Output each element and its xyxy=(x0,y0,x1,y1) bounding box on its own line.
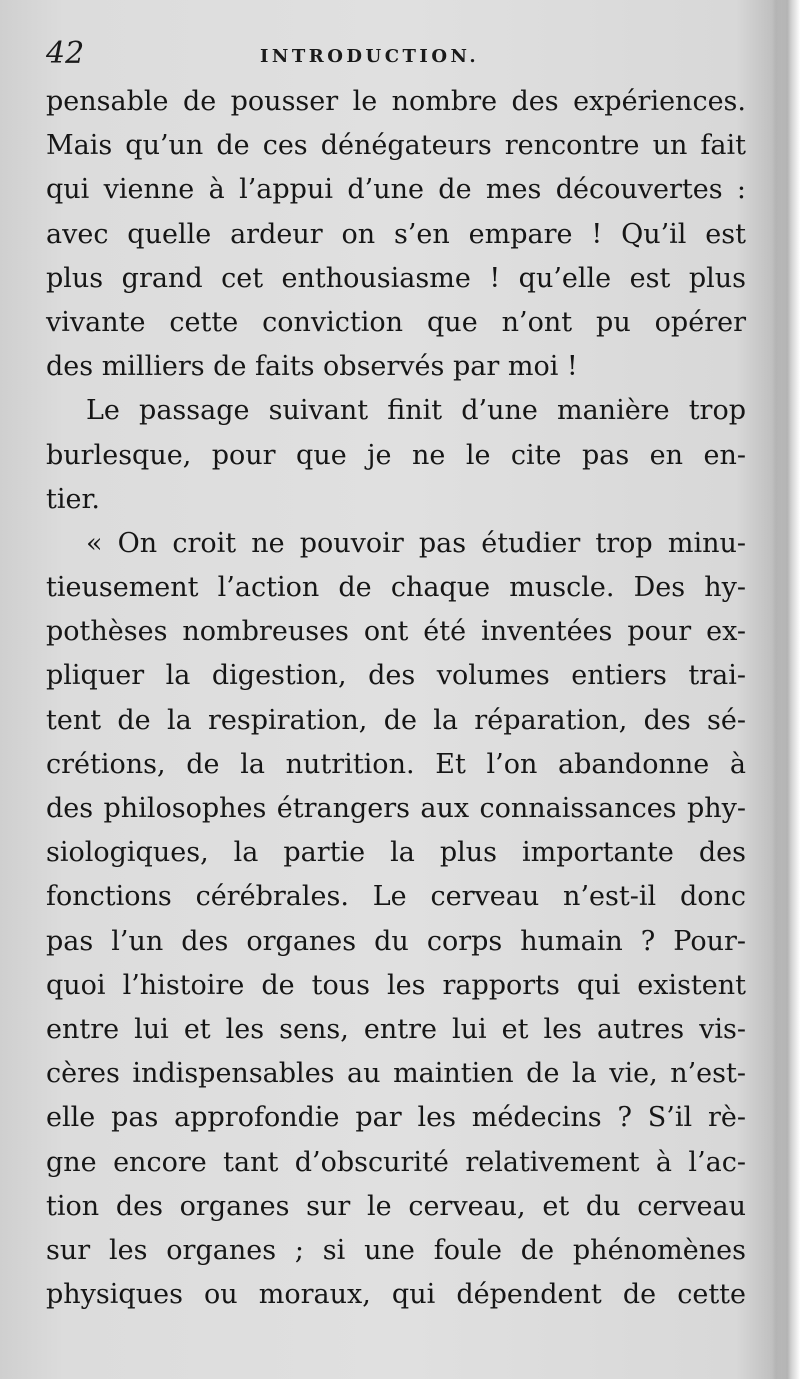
text-line: tier. xyxy=(46,483,100,515)
page-number: 42 xyxy=(46,36,85,71)
text-line: pliquer la digestion, des volumes entiers trai- xyxy=(46,660,746,692)
text-line: vivante cette conviction que n’ont pu opérer xyxy=(46,306,746,338)
text-line: Mais qu’un de ces dénégateurs rencontre un fait xyxy=(46,130,746,162)
text-line: quoi l’histoire de tous les rapports qui existent xyxy=(46,969,746,1001)
text-line: entre lui et les sens, entre lui et les autres vis- xyxy=(46,1013,746,1045)
text-line: tent de la respiration, de la réparation, des sé- xyxy=(46,704,746,736)
text-line: physiques ou moraux, qui dépendent de cette xyxy=(46,1279,746,1311)
text-line: pensable de pousser le nombre des expériences. xyxy=(46,86,746,117)
text-line: tion des organes sur le cerveau, et du cerveau xyxy=(46,1190,746,1222)
text-line: fonctions cérébrales. Le cerveau n’est-il donc xyxy=(46,881,746,913)
page-edge-shadow xyxy=(772,0,800,1379)
text-line: pas l’un des organes du corps humain ? Pour- xyxy=(46,925,746,957)
text-line: « On croit ne pouvoir pas étudier trop minu- xyxy=(86,527,746,559)
text-line: cères indispensables au maintien de la vie, n’est- xyxy=(46,1058,746,1090)
text-line: sur les organes ; si une foule de phénomènes xyxy=(46,1234,746,1266)
text-line: des milliers de faits observés par moi ! xyxy=(46,351,578,383)
text-line: burlesque, pour que je ne le cite pas en en- xyxy=(46,439,746,471)
running-head: INTRODUCTION. xyxy=(260,46,480,67)
page-header xyxy=(46,36,746,84)
text-line: gne encore tant d’obscurité relativement à l’ac- xyxy=(46,1146,746,1178)
text-line: Le passage suivant finit d’une manière trop xyxy=(86,395,746,427)
text-line: tieusement l’action de chaque muscle. Des hy- xyxy=(46,572,746,604)
text-line: des philosophes étrangers aux connaissances phy- xyxy=(46,793,746,824)
text-line: avec quelle ardeur on s’en empare ! Qu’il est xyxy=(46,218,746,250)
body-text xyxy=(46,80,746,1317)
text-line: siologiques, la partie la plus importante des xyxy=(46,837,746,869)
text-line: plus grand cet enthousiasme ! qu’elle est plus xyxy=(46,262,746,294)
text-line: crétions, de la nutrition. Et l’on abandonne à xyxy=(46,748,746,780)
text-line: elle pas approfondie par les médecins ? S’il rè- xyxy=(46,1102,746,1134)
text-line: qui vienne à l’appui d’une de mes découvertes : xyxy=(46,174,746,206)
text-line: pothèses nombreuses ont été inventées pour ex- xyxy=(46,616,746,648)
